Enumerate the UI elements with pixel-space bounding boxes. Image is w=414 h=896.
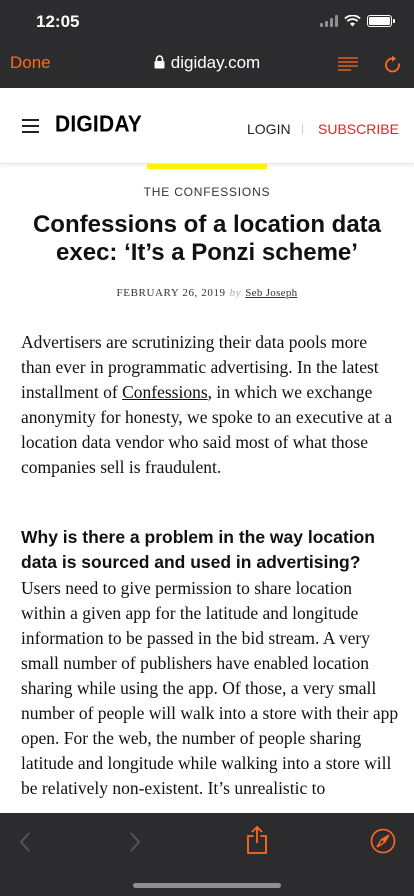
status-time: 12:05 <box>36 12 80 31</box>
article-question-heading: Why is there a problem in the way location data is sourced and used in advertising? <box>21 527 375 572</box>
status-bar <box>0 0 414 44</box>
byline-by: by <box>229 287 242 299</box>
login-link[interactable]: LOGIN <box>247 121 291 137</box>
hamburger-icon[interactable] <box>22 119 39 132</box>
confessions-link[interactable]: Confessions <box>122 382 208 402</box>
lock-icon <box>154 55 165 69</box>
url-text: digiday.com <box>170 53 261 72</box>
article-headline: Confessions of a location data exec: ‘It’s a Ponzi scheme’ <box>32 211 382 266</box>
chevron-left-icon[interactable] <box>18 831 32 853</box>
wifi-icon <box>344 15 361 27</box>
battery-icon <box>367 15 392 27</box>
reader-icon[interactable] <box>338 57 358 72</box>
home-indicator[interactable] <box>133 883 281 888</box>
article-kicker[interactable]: THE CONFESSIONS <box>143 185 271 199</box>
done-button[interactable]: Done <box>10 53 51 72</box>
article-intro-paragraph <box>21 330 401 480</box>
intro-text-start: Advertisers are scrutinizing their data pools more than ever in programmatic advertising. In the latest installment of <box>21 332 379 402</box>
kicker-accent-bar <box>147 164 267 169</box>
site-header <box>0 88 414 164</box>
reload-icon[interactable] <box>384 55 402 75</box>
article-byline <box>0 287 414 299</box>
header-divider <box>302 124 303 134</box>
intro-text-end: , in which we exchange anonymity for honesty, we spoke to an executive at a location data vendor who said most of what those companies sell is fraudulent. <box>21 382 393 477</box>
bottom-toolbar <box>0 813 414 896</box>
browser-bar <box>0 44 414 88</box>
subscribe-link[interactable]: SUBSCRIBE <box>318 121 399 137</box>
author-link[interactable]: Seb Joseph <box>245 287 298 299</box>
article-answer-paragraph: Users need to give permission to share location within a given app for the latitude and longitude information to be passed in the bid stream. A very small number of publishers have enabled location sharing while using the app. Of those, a very small number of people will walk into a store with their app open. For the web, the number of people sharing latitude and longitude while walking into a store will be relatively non-existent. It’s unrealistic to <box>21 578 399 798</box>
status-icons <box>320 15 392 27</box>
article-date: FEBRUARY 26, 2019 <box>116 287 226 299</box>
cellular-signal-icon <box>320 15 338 27</box>
share-icon[interactable] <box>246 826 268 854</box>
compass-icon[interactable] <box>370 828 396 854</box>
chevron-right-icon[interactable] <box>128 831 142 853</box>
site-logo[interactable]: DIGIDAY <box>55 112 142 137</box>
